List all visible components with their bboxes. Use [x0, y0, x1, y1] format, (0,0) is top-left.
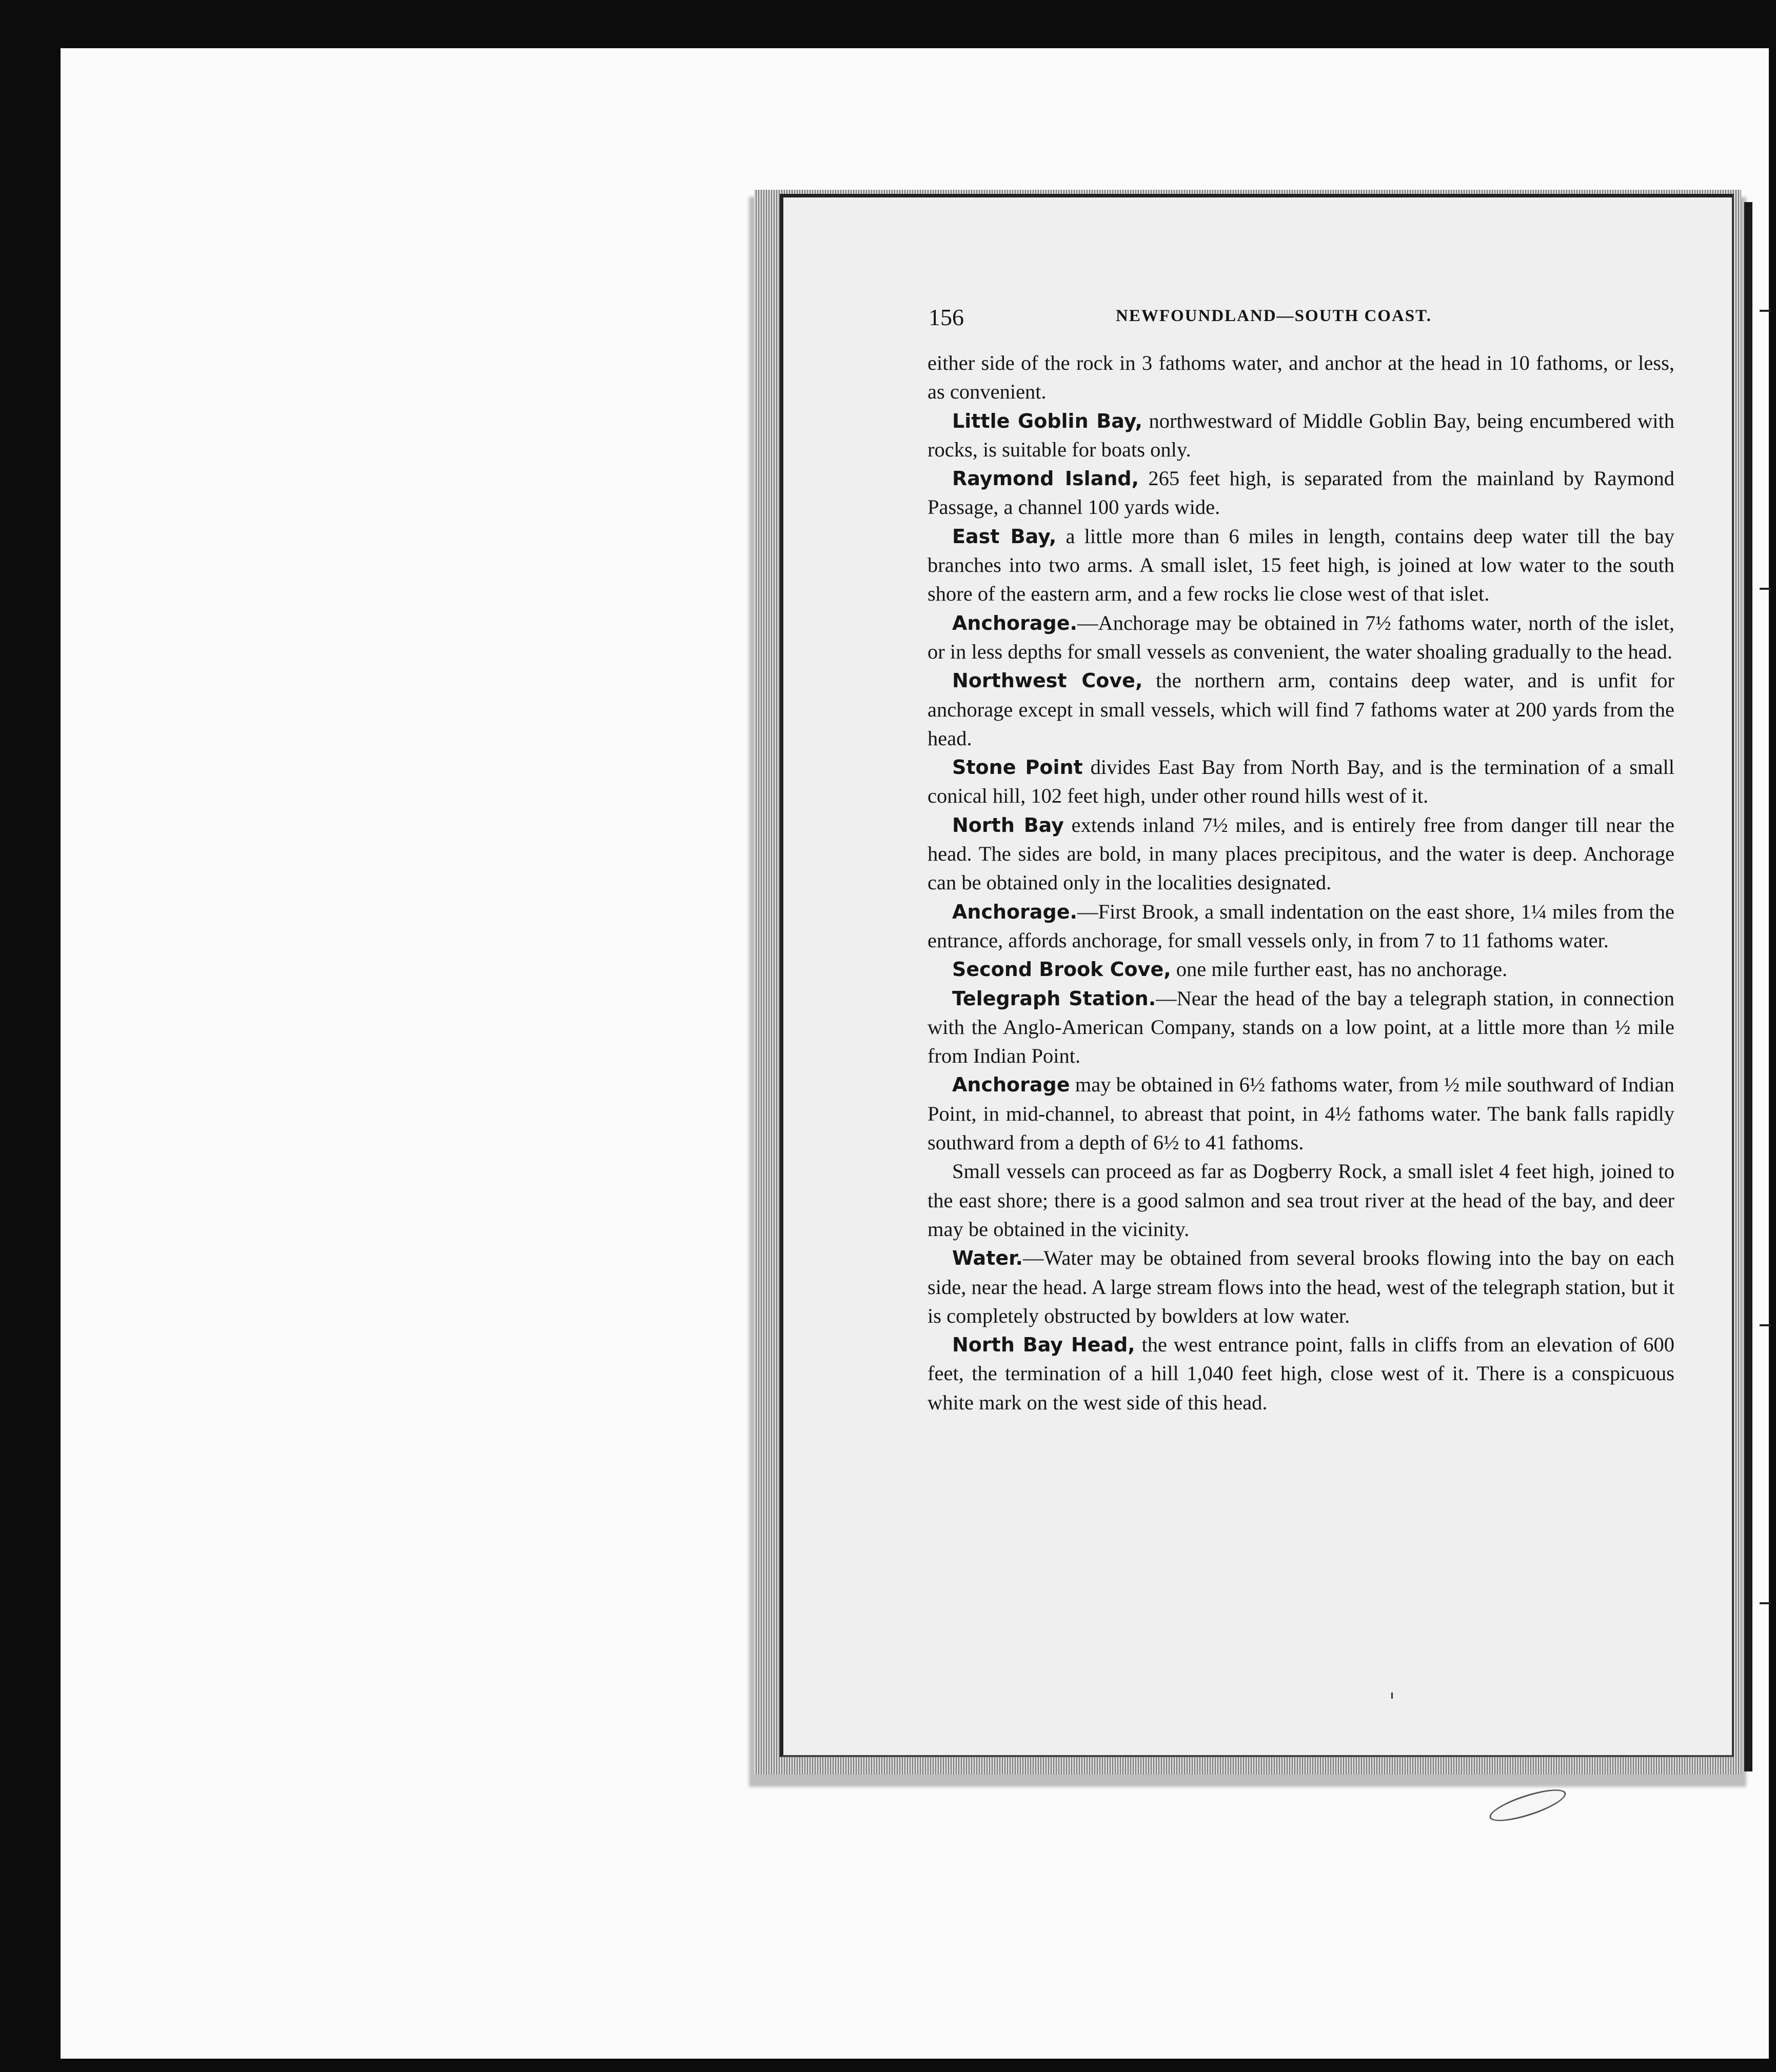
paragraph-text: —Anchorage may be obtained in 7½ fathoms water, north of the islet, or in less depths for small vessels as convenient, the water shoaling gradually to the head. — [928, 611, 1674, 663]
paragraph — [928, 753, 1674, 811]
paragraph-text: may be obtained in 6½ fathoms water, from ½ mile southward of Indian Point, in mid-channel, to abreast that point, in 4½ fathoms water. The bank falls rapidly southward from a depth of 6½ to 41 fathoms. — [928, 1073, 1674, 1154]
paragraph-text: extends inland 7½ miles, and is entirely free from danger till near the head. The sides are bold, in many places precipitous, and the water is deep. Anchorage can be obtained only in the localities designated. — [928, 813, 1674, 894]
paragraph-text: either side of the rock in 3 fathoms water, and anchor at the head in 10 fathoms, or less, as convenient. — [928, 351, 1674, 404]
paragraph-lead: Northwest Cove, — [952, 669, 1143, 692]
paragraph-lead: Anchorage — [952, 1073, 1070, 1097]
paragraph — [928, 349, 1674, 407]
paragraph — [928, 898, 1674, 955]
paragraph-text: one mile further east, has no anchorage. — [1171, 958, 1508, 981]
paragraph-text: Small vessels can proceed as far as Dogberry Rock, a small islet 4 feet high, joined to the east shore; there is a good salmon and sea trout river at the head of the bay, and deer may be obtained in the vicinity. — [928, 1160, 1674, 1241]
running-title: NEWFOUNDLAND—SOUTH COAST. — [1116, 307, 1432, 325]
paragraph — [928, 464, 1674, 522]
edge-mark — [1760, 1324, 1771, 1326]
paragraph — [928, 1330, 1674, 1417]
paragraph — [928, 1244, 1674, 1330]
page-binding-edge — [1744, 202, 1752, 1771]
paragraph — [928, 955, 1674, 984]
paragraph — [928, 666, 1674, 753]
paragraph — [928, 1157, 1674, 1244]
running-head — [929, 304, 1678, 334]
paragraph-lead: East Bay, — [952, 525, 1057, 548]
paragraph-lead: Second Brook Cove, — [952, 958, 1171, 981]
paragraph-lead: North Bay Head, — [952, 1333, 1135, 1357]
body-text — [928, 349, 1674, 1417]
paragraph-lead: Telegraph Station. — [952, 987, 1156, 1010]
paragraph-text: divides East Bay from North Bay, and is the termination of a small conical hill, 102 feet high, under other round hills west of it. — [928, 755, 1674, 808]
paragraph-text: —First Brook, a small indentation on the east shore, 1¼ miles from the entrance, affords anchorage, for small vessels only, in from 7 to 11 fathoms water. — [928, 900, 1674, 952]
edge-mark — [1760, 310, 1771, 312]
paragraph-lead: Water. — [952, 1247, 1023, 1270]
paragraph-text: 265 feet high, is separated from the mainland by Raymond Passage, a channel 100 yards wide. — [928, 467, 1674, 519]
paragraph-text: a little more than 6 miles in length, contains deep water till the bay branches into two arms. A small islet, 15 feet high, is joined at low water to the south shore of the eastern arm, and a few rocks lie close west of that islet. — [928, 524, 1675, 606]
paragraph-lead: Anchorage. — [952, 900, 1077, 923]
edge-mark — [1760, 588, 1771, 590]
paragraph-text: the northern arm, contains deep water, and is unfit for anchorage except in small vessels, which will find 7 fathoms water at 200 yards from the head. — [928, 669, 1674, 750]
paragraph — [928, 609, 1674, 667]
paragraph-text: northwestward of Middle Goblin Bay, being encumbered with rocks, is suitable for boats only. — [928, 409, 1674, 461]
paragraph — [928, 984, 1674, 1071]
paragraph-text: —Water may be obtained from several brooks flowing into the bay on each side, near the head. A large stream flows into the head, west of the telegraph station, but it is completely obstructed by bowlders at low water. — [928, 1246, 1674, 1327]
paragraph-lead: Little Goblin Bay, — [952, 409, 1142, 432]
page-number: 156 — [929, 304, 964, 330]
paragraph — [928, 522, 1674, 609]
ink-speck — [1391, 1692, 1393, 1699]
edge-mark — [1760, 1602, 1771, 1604]
paragraph-text: the west entrance point, falls in cliffs from an elevation of 600 feet, the termination of a hill 1,040 feet high, close west of it. There is a conspicuous white mark on the west side of this head. — [928, 1333, 1674, 1414]
paragraph-lead: North Bay — [952, 813, 1064, 836]
paragraph — [928, 407, 1674, 465]
paragraph-lead: Anchorage. — [952, 611, 1077, 634]
paragraph — [928, 1070, 1674, 1157]
paragraph — [928, 811, 1674, 898]
paragraph-lead: Raymond Island, — [952, 467, 1139, 490]
paragraph-lead: Stone Point — [952, 756, 1083, 779]
paragraph-text: —Near the head of the bay a telegraph station, in connection with the Anglo-American Company, stands on a low point, at a little more than ½ mile from Indian Point. — [928, 986, 1674, 1068]
